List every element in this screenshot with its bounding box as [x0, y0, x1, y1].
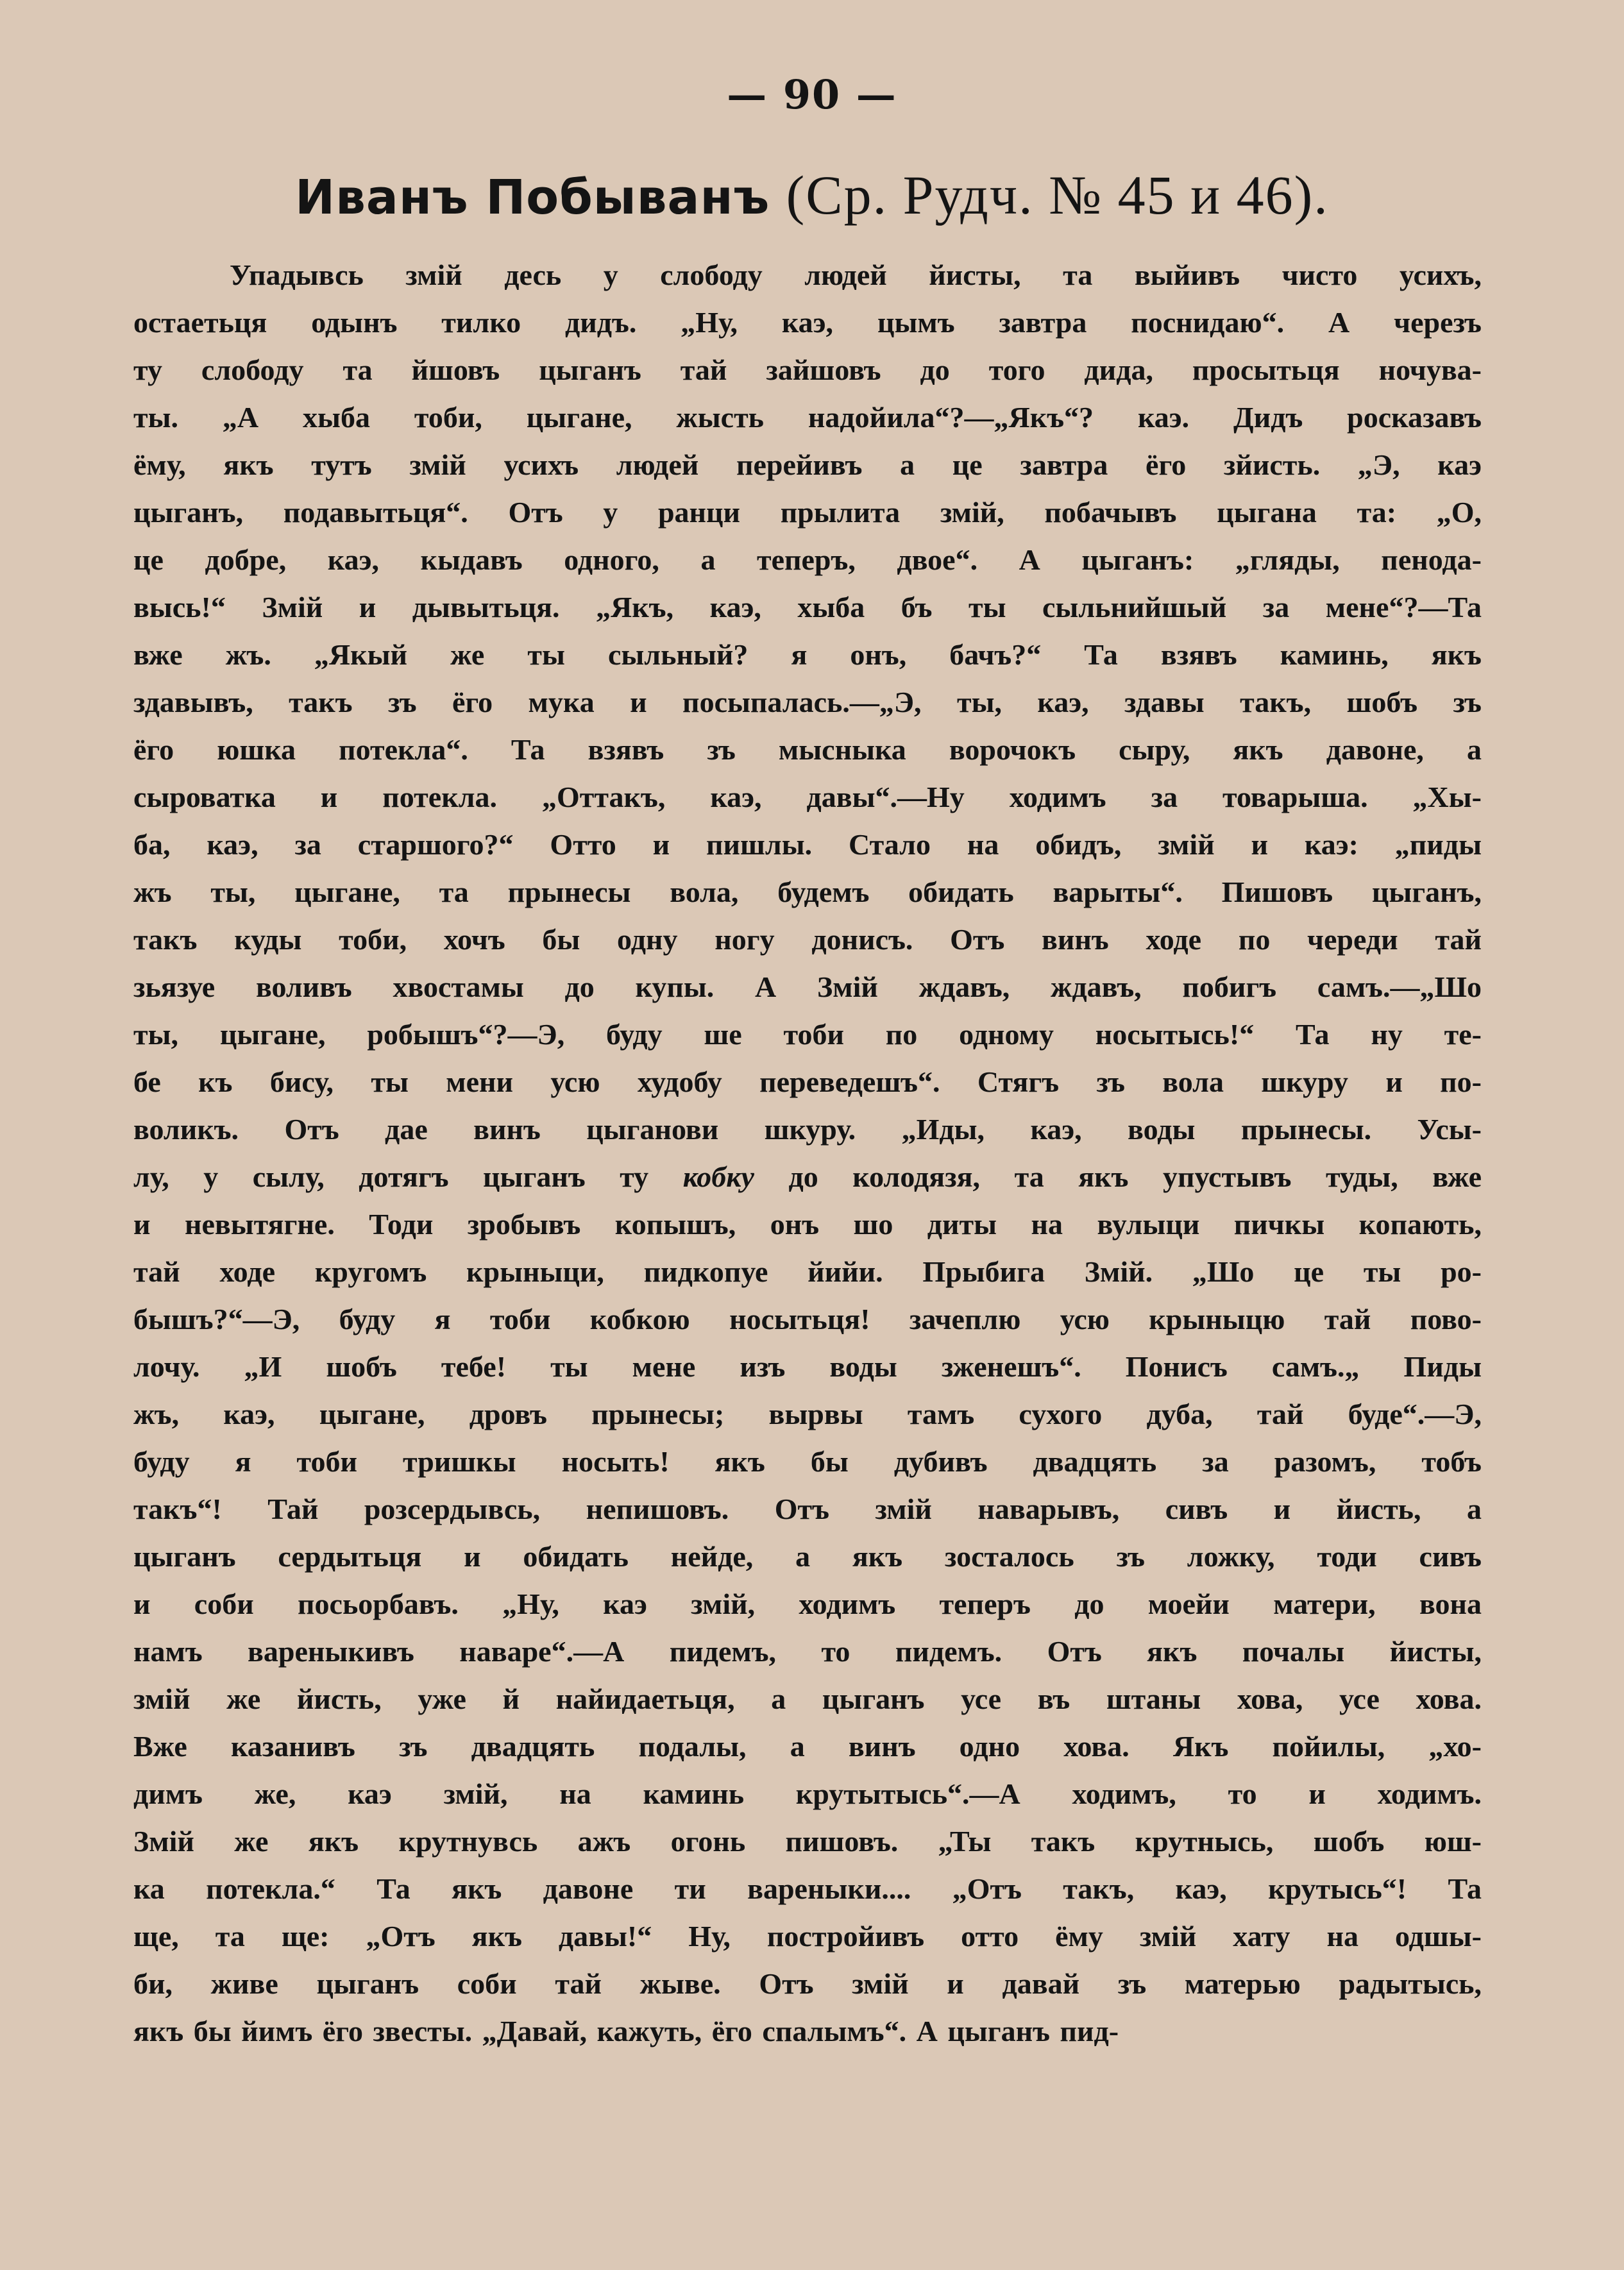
text-line: лу, у сылу, дотягъ цыганъ ту кобку до колодязя, та якъ упустывъ туды, вже	[133, 1160, 1482, 1193]
text-line: цыганъ, подавытьця“. Отъ у ранци прылита змій, побачывъ цыгана та: „О,	[133, 496, 1482, 529]
text-line: це добре, каэ, кыдавъ одного, а теперъ, двое“. А цыганъ: „гляды, пенода-	[133, 543, 1482, 576]
text-line: Вже казанивъ зъ двадцять подалы, а винъ одно хова. Якъ пойилы, „хо-	[133, 1730, 1482, 1763]
text-line: вже жъ. „Якый же ты сыльный? я онъ, бачъ?“ Та взявъ каминь, якъ	[133, 638, 1482, 671]
text-line: димъ же, каэ змій, на каминь крутытысь“.—А ходимъ, то и ходимъ.	[133, 1777, 1482, 1810]
text-line: би, живе цыганъ соби тай жыве. Отъ змій и давай зъ матерью радытысь,	[133, 1967, 1482, 2000]
text-line: Змій же якъ крутнувсь ажъ огонь пишовъ. „Ты такъ крутнысь, шобъ юш-	[133, 1825, 1482, 1858]
text-line: зьязуе воливъ хвостамы до купы. А Змій ждавъ, ждавъ, побигъ самъ.—„Шо	[133, 970, 1482, 1003]
text-line: якъ бы йимъ ёго звесты. „Давай, кажуть, ёго спалымъ“. А цыганъ пид-	[133, 2015, 1119, 2047]
text-line: бышъ?“—Э, буду я тоби кобкою носытьця! зачеплю усю крыныцю тай пово-	[133, 1303, 1482, 1335]
text-line: ёго юшка потекла“. Та взявъ зъ мысныка ворочокъ сыру, якъ давоне, а	[133, 733, 1482, 766]
text-line: ты, цыгане, робышъ“?—Э, буду ше тоби по одному носытысь!“ Та ну те-	[133, 1018, 1482, 1051]
text-line: ёму, якъ тутъ змій усихъ людей перейивъ а це завтра ёго зйисть. „Э, каэ	[133, 448, 1482, 481]
text-line: остаетьця одынъ тилко дидъ. „Ну, каэ, цымъ завтра поснидаю“. А черезъ	[133, 306, 1482, 339]
text-line: высь!“ Змій и дывытьця. „Якъ, каэ, хыба бъ ты сыльнийшый за мене“?—Та	[133, 591, 1482, 623]
text-line: бе къ бису, ты мени усю худобу переведешъ“. Стягъ зъ вола шкуру и по-	[133, 1065, 1482, 1098]
text-line: ба, каэ, за старшого?“ Отто и пишлы. Стало на обидъ, змій и каэ: „пиды	[133, 828, 1482, 861]
text-line: буду я тоби тришкы носыть! якъ бы дубивъ двадцять за разомъ, тобъ	[133, 1445, 1482, 1478]
text-line: такъ куды тоби, хочъ бы одну ногу донисъ. Отъ винъ ходе по череди тай	[133, 923, 1482, 956]
text-line: ту слободу та йшовъ цыганъ тай зайшовъ до того дида, просытьця ночува-	[133, 353, 1482, 386]
italic-word: кобку	[682, 1160, 754, 1193]
text-line: сыроватка и потекла. „Оттакъ, каэ, давы“.—Ну ходимъ за товарыша. „Хы-	[133, 781, 1482, 813]
story-text	[133, 251, 1482, 2055]
text-line: ты. „А хыба тоби, цыгане, жысть надойила“?—„Якъ“? каэ. Дидъ росказавъ	[133, 401, 1482, 434]
story-title-name: Иванъ Побыванъ	[295, 170, 770, 225]
text-line: и соби посьорбавъ. „Ну, каэ змій, ходимъ теперъ до моейи матери, вона	[133, 1588, 1482, 1620]
page-number: — 90 —	[727, 71, 897, 118]
text-line: Упадывсь змій десь у слободу людей йисты, та выйивъ чисто усихъ,	[230, 258, 1482, 291]
text-line: лочу. „И шобъ тебе! ты мене изъ воды зженешъ“. Понисъ самъ.„ Пиды	[133, 1350, 1482, 1383]
text-line: тай ходе кругомъ крыныци, пидкопуе йийи. Прыбига Змій. „Шо це ты ро-	[133, 1255, 1482, 1288]
text-line: намъ вареныкивъ наваре“.—А пидемъ, то пидемъ. Отъ якъ почалы йисты,	[133, 1635, 1482, 1668]
text-line: ка потекла.“ Та якъ давоне ти вареныки.... „Отъ такъ, каэ, крутысь“! Та	[133, 1872, 1482, 1905]
text-line: жъ ты, цыгане, та прынесы вола, будемъ обидать варыты“. Пишовъ цыганъ,	[133, 876, 1482, 908]
text-line: жъ, каэ, цыгане, дровъ прынесы; вырвы тамъ сухого дуба, тай буде“.—Э,	[133, 1398, 1482, 1430]
text-line: такъ“! Тай розсердывсь, непишовъ. Отъ змій наварывъ, сивъ и йисть, а	[133, 1493, 1482, 1525]
text-line: змій же йисть, уже й найидаетьця, а цыганъ усе въ штаны хова, усе хова.	[133, 1682, 1482, 1715]
story-title-reference: (Ср. Рудч. № 45 и 46).	[786, 164, 1329, 226]
text-line: цыганъ сердытьця и обидать нейде, а якъ зосталось зъ ложку, тоди сивъ	[133, 1540, 1482, 1573]
text-line: и невытягне. Тоди зробывъ копышъ, онъ шо диты на вулыци пичкы копають,	[133, 1208, 1482, 1241]
text-line: ще, та ще: „Отъ якъ давы!“ Ну, постройивъ отто ёму змій хату на одшы-	[133, 1920, 1482, 1952]
text-line: воликъ. Отъ дае винъ цыганови шкуру. „Иды, каэ, воды прынесы. Усы-	[133, 1113, 1482, 1146]
story-title	[0, 162, 1624, 231]
text-line: здавывъ, такъ зъ ёго мука и посыпалась.—„Э, ты, каэ, здавы такъ, шобъ зъ	[133, 686, 1482, 718]
